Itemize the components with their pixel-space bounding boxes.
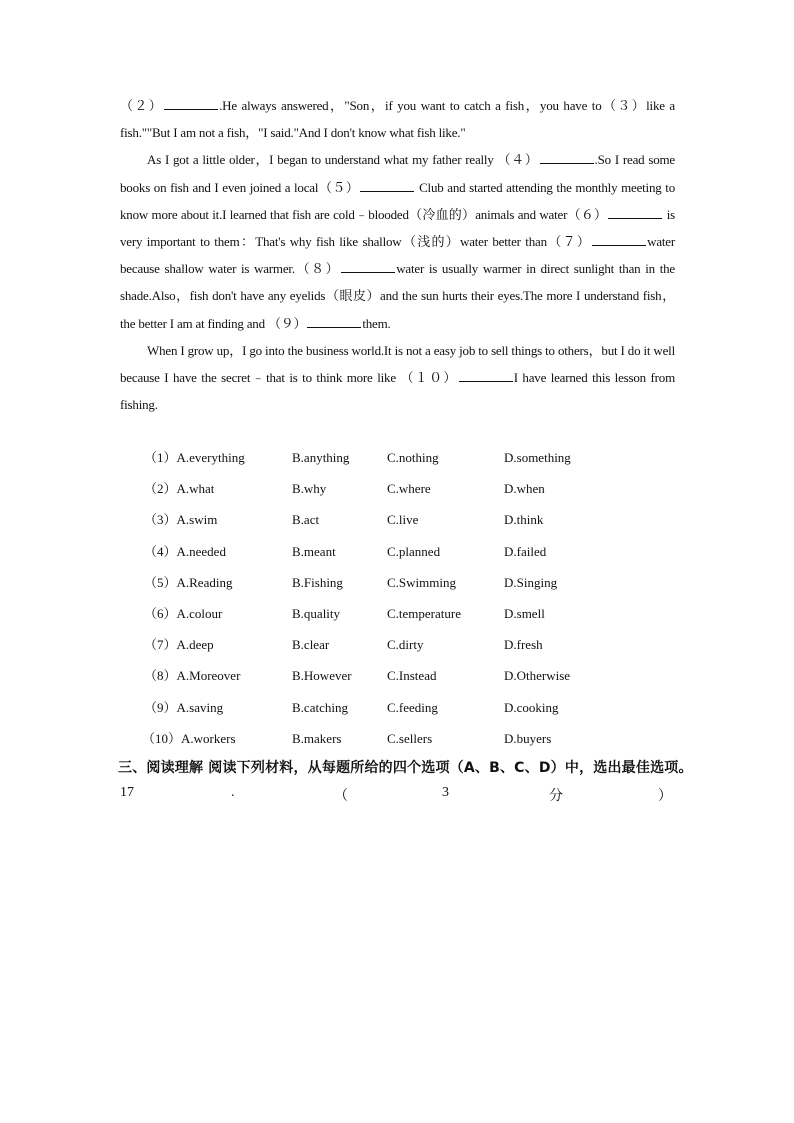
answer-blank	[608, 207, 662, 219]
passage-text: .So I read some books on fish and I even joined a local（５）	[120, 152, 675, 195]
option-c[interactable]: C.live	[387, 512, 419, 528]
option-c[interactable]: C.where	[387, 481, 431, 497]
answer-blank	[459, 370, 513, 382]
option-a[interactable]: （3）A.swim	[144, 512, 218, 528]
option-b[interactable]: B.anything	[292, 450, 350, 465]
option-b[interactable]: B.why	[292, 481, 327, 497]
option-c[interactable]: C.Instead	[387, 668, 437, 684]
answer-blank	[540, 152, 594, 164]
option-b[interactable]: B.quality	[292, 605, 341, 621]
option-d[interactable]: D.failed	[504, 543, 547, 559]
option-row	[120, 442, 680, 473]
option-row	[120, 536, 680, 567]
option-c[interactable]: C.planned	[387, 543, 441, 559]
option-c[interactable]: C.nothing	[387, 450, 439, 465]
option-b[interactable]: B.Fishing	[292, 574, 343, 590]
option-row	[120, 598, 680, 629]
option-b[interactable]: B.makers	[292, 730, 342, 746]
passage-text: is very important to them：That's why fish like shallow（浅的）water better than（７）	[120, 206, 675, 250]
question-number: 17	[120, 785, 134, 800]
question-dot: .	[231, 785, 235, 800]
answer-blank	[164, 98, 218, 110]
option-row	[120, 473, 680, 504]
passage-text: I have learned this lesson from fishing.	[120, 370, 675, 413]
option-d[interactable]: D.buyers	[504, 730, 552, 746]
option-c[interactable]: C.dirty	[387, 637, 424, 653]
option-b[interactable]: B.clear	[292, 637, 330, 653]
option-c[interactable]: C.temperature	[387, 605, 461, 621]
option-d[interactable]: D.Otherwise	[504, 668, 571, 684]
option-a[interactable]: （6）A.colour	[144, 605, 223, 621]
option-d[interactable]: D.something	[504, 450, 571, 465]
answer-blank	[592, 234, 646, 246]
answer-blank	[307, 316, 361, 328]
option-a[interactable]: （4）A.needed	[144, 543, 226, 559]
answer-blank	[341, 261, 395, 273]
question-17-header	[120, 785, 672, 805]
option-a[interactable]: （8）A.Moreover	[144, 668, 241, 684]
option-a[interactable]: （2）A.what	[144, 481, 215, 497]
passage-paragraph-1	[120, 92, 675, 146]
option-row	[120, 504, 680, 535]
option-row	[120, 692, 680, 723]
blank-number-2: （２）	[120, 98, 164, 113]
option-d[interactable]: D.when	[504, 481, 545, 497]
option-row	[120, 567, 680, 598]
option-d[interactable]: D.Singing	[504, 574, 558, 590]
option-a[interactable]: （1）A.everything	[144, 450, 245, 465]
option-row	[120, 629, 680, 660]
passage-text: water is usually warmer in direct sunlight than in the shade.Also，fish don't have any eyelids（眼皮）and the sun hurts their eyes.The more I understand fish，the better I am at finding and （９）	[120, 261, 675, 331]
option-b[interactable]: B.meant	[292, 543, 336, 559]
passage-text: When I grow up，I go into the business world.It is not a easy job to sell things to others，but I do it well because I have the secret﹣that is to think more like （１０）	[120, 342, 675, 386]
option-d[interactable]: D.think	[504, 512, 544, 528]
option-c[interactable]: C.feeding	[387, 699, 438, 715]
reading-passage	[120, 92, 675, 418]
option-row	[120, 723, 680, 754]
points-close-paren: ）	[658, 789, 672, 804]
option-a[interactable]: （5）A.Reading	[144, 574, 233, 590]
passage-text: water because shallow water is warmer.（８）	[120, 234, 675, 277]
option-d[interactable]: D.fresh	[504, 637, 543, 653]
passage-paragraph-3	[120, 337, 675, 419]
passage-text: As I got a little older，I began to understand what my father really （４）	[147, 152, 539, 168]
option-b[interactable]: B.catching	[292, 699, 348, 715]
option-b[interactable]: B.act	[292, 512, 320, 528]
points-unit: 分	[549, 789, 563, 804]
option-c[interactable]: C.Swimming	[387, 574, 456, 590]
option-a[interactable]: （9）A.saving	[144, 699, 224, 715]
option-d[interactable]: D.smell	[504, 605, 545, 621]
passage-text: them.	[362, 315, 391, 331]
answer-blank	[360, 180, 414, 192]
passage-text: .He always answered，"Son，if you want to catch a fish，you have to（３）like a fish.""But I am not a fish，"I said."And I don't know what fish like."	[120, 98, 675, 141]
option-d[interactable]: D.cooking	[504, 699, 559, 715]
points-open-paren: （	[334, 789, 348, 804]
answer-options-list	[120, 442, 680, 754]
passage-text: Club and started attending the monthly meeting to know more about it.I learned that fish are cold﹣blooded（冷血的）animals and water（６）	[120, 179, 675, 222]
option-a[interactable]: （7）A.deep	[144, 637, 214, 653]
passage-paragraph-2	[120, 146, 675, 336]
option-a[interactable]: （10）A.workers	[142, 730, 236, 746]
points-value: 3	[442, 785, 449, 800]
option-row	[120, 660, 680, 691]
option-c[interactable]: C.sellers	[387, 730, 433, 746]
section-heading: 三、阅读理解 阅读下列材料，从每题所给的四个选项（A、B、C、D）中，选出最佳选项。	[118, 760, 693, 776]
option-b[interactable]: B.However	[292, 668, 352, 684]
